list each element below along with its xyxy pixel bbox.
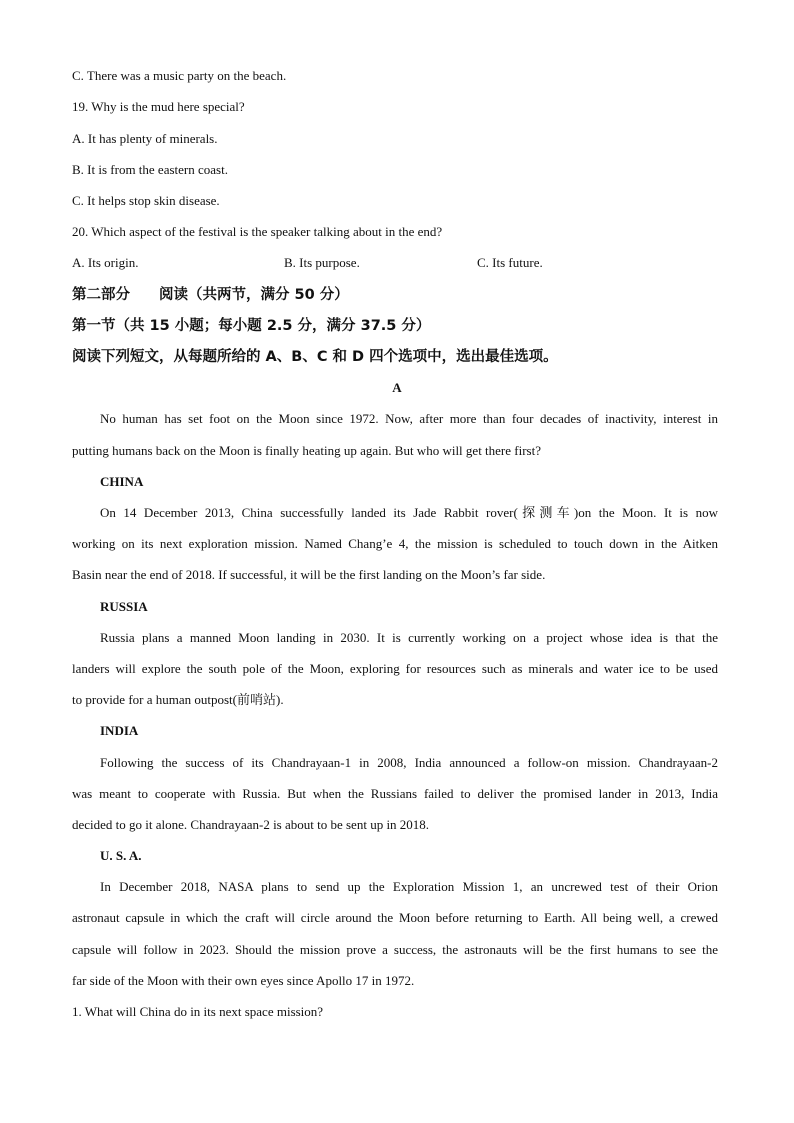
q18-option-c: C. There was a music party on the beach. xyxy=(72,68,287,83)
q19-option-c: C. It helps stop skin disease. xyxy=(72,193,220,208)
q20-option-a: A. Its origin. xyxy=(72,255,139,270)
usa-heading: U. S. A. xyxy=(100,848,142,863)
part-title: 第二部分 阅读（共两节，满分 50 分） xyxy=(72,287,349,303)
china-line-1: On 14 December 2013, China successfully landed its Jade Rabbit rover(探测车)on the Moon. It is now xyxy=(100,505,718,520)
russia-line-3: to provide for a human outpost(前哨站). xyxy=(72,692,284,707)
q20-option-c: C. Its future. xyxy=(477,255,543,270)
india-line-2: was meant to cooperate with Russia. But when the Russians failed to deliver the promised lander in 2013, India xyxy=(72,786,718,801)
usa-line-2: astronaut capsule in which the craft will circle around the Moon before returning to Earth. All being well, a crewed xyxy=(72,910,718,925)
india-heading: INDIA xyxy=(100,723,139,738)
usa-line-3: capsule will follow in 2023. Should the mission prove a success, the astronauts will be the first humans to see the xyxy=(72,942,718,957)
russia-line-2: landers will explore the south pole of the Moon, exploring for resources such as minerals and water ice to be used xyxy=(72,661,718,676)
india-line-1: Following the success of its Chandrayaan-1 in 2008, India announced a follow-on mission. Chandrayaan-2 xyxy=(100,755,718,770)
china-line-3: Basin near the end of 2018. If successful, it will be the first landing on the Moon’s far side. xyxy=(72,567,546,582)
q20-option-b: B. Its purpose. xyxy=(284,255,360,270)
russia-line-1: Russia plans a manned Moon landing in 2030. It is currently working on a project whose idea is that the xyxy=(100,630,718,645)
russia-heading: RUSSIA xyxy=(100,599,148,614)
sub-section-title: 第一节（共 15 小题；每小题 2.5 分，满分 37.5 分） xyxy=(72,318,431,334)
india-line-3: decided to go it alone. Chandrayaan-2 is about to be sent up in 2018. xyxy=(72,817,430,832)
q19-question: 19. Why is the mud here special? xyxy=(72,99,245,114)
china-line-2: working on its next exploration mission. Named Chang’e 4, the mission is scheduled to touch down in the Aitken xyxy=(72,536,718,551)
china-heading: CHINA xyxy=(100,474,144,489)
passage-label: A xyxy=(392,380,402,395)
question-1: 1. What will China do in its next space mission? xyxy=(72,1004,324,1019)
usa-line-4: far side of the Moon with their own eyes since Apollo 17 in 1972. xyxy=(72,973,415,988)
usa-line-1: In December 2018, NASA plans to send up the Exploration Mission 1, an uncrewed test of their Orion xyxy=(100,879,718,894)
q19-option-b: B. It is from the eastern coast. xyxy=(72,162,228,177)
q19-option-a: A. It has plenty of minerals. xyxy=(72,131,218,146)
q20-question: 20. Which aspect of the festival is the speaker talking about in the end? xyxy=(72,224,443,239)
intro-line-1: No human has set foot on the Moon since 1972. Now, after more than four decades of inactivity, interest in xyxy=(100,411,718,426)
section-instruction: 阅读下列短文，从每题所给的 A、B、C 和 D 四个选项中，选出最佳选项。 xyxy=(72,349,558,365)
intro-line-2: putting humans back on the Moon is finally heating up again. But who will get there first? xyxy=(72,443,541,458)
